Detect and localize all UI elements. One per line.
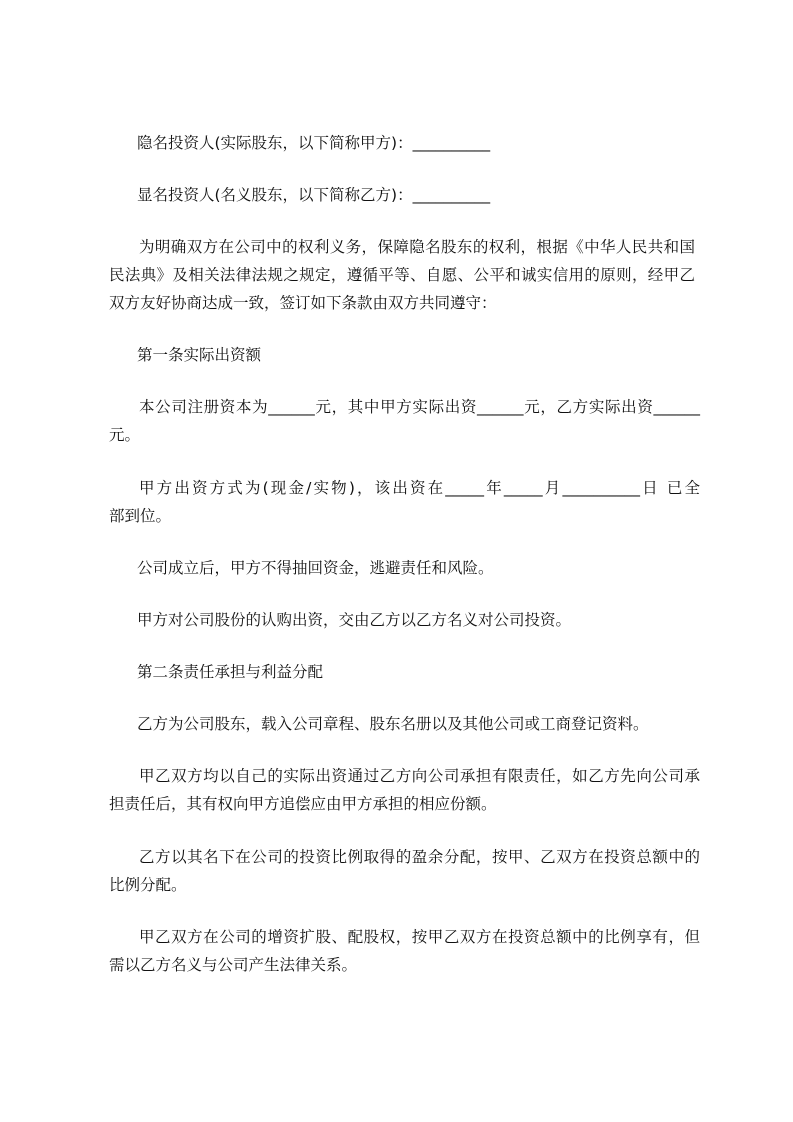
article2-p4-line-2: 需以乙方名义与公司产生法律关系。 bbox=[109, 956, 358, 974]
article2-p2-line-2: 担责任后，其有权向甲方追偿应由甲方承担的相应份额。 bbox=[109, 795, 497, 813]
article1-p4: 甲方对公司股份的认购出资，交由乙方以乙方名义对公司投资。 bbox=[137, 611, 572, 629]
article1-p2-line-1: 甲方出资方式为(现金/实物)，该出资在_____年_____月__________日 已全 bbox=[139, 479, 700, 497]
preamble-line-2: 民法典》及相关法律法规之规定，遵循平等、自愿、公平和诚实信用的原则，经甲乙 bbox=[109, 266, 695, 284]
article1-p1-line-1: 本公司注册资本为______元，其中甲方实际出资______元，乙方实际出资______ bbox=[139, 398, 700, 416]
article1-p3: 公司成立后，甲方不得抽回资金，逃避责任和风险。 bbox=[137, 559, 494, 577]
preamble-line-3: 双方友好协商达成一致，签订如下条款由双方共同遵守： bbox=[109, 294, 497, 312]
article1-heading: 第一条实际出资额 bbox=[137, 346, 262, 364]
article2-p3-line-1: 乙方以其名下在公司的投资比例取得的盈余分配，按甲、乙双方在投资总额中的 bbox=[139, 848, 700, 866]
article1-p1-line-2: 元。 bbox=[109, 426, 141, 444]
article2-p3-line-2: 比例分配。 bbox=[109, 876, 187, 894]
article1-p2-line-2: 部到位。 bbox=[109, 507, 172, 525]
preamble-line-1: 为明确双方在公司中的权利义务，保障隐名股东的权利，根据《中华人民共和国 bbox=[139, 238, 695, 256]
article2-p2-line-1: 甲乙双方均以自己的实际出资通过乙方向公司承担有限责任，如乙方先向公司承 bbox=[139, 767, 700, 785]
article2-p4-line-1: 甲乙双方在公司的增资扩股、配股权，按甲乙双方在投资总额中的比例享有，但 bbox=[139, 928, 700, 946]
party-a-line: 隐名投资人(实际股东，以下简称甲方)：__________ bbox=[137, 134, 491, 152]
article2-heading: 第二条责任承担与利益分配 bbox=[137, 663, 324, 681]
party-b-line: 显名投资人(名义股东，以下简称乙方)：__________ bbox=[137, 186, 491, 204]
article2-p1: 乙方为公司股东，载入公司章程、股东名册以及其他公司或工商登记资料。 bbox=[137, 715, 649, 733]
